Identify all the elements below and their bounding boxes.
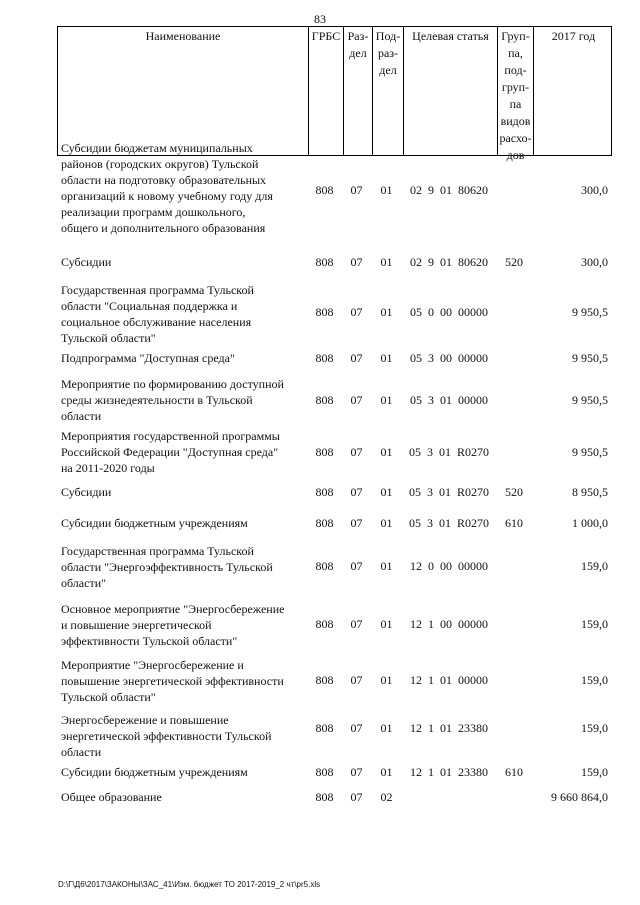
row-pr: 01 <box>380 516 393 530</box>
row-name-line: Мероприятия государственной программы <box>61 429 280 443</box>
row-amount: 9 660 864,0 <box>551 790 608 804</box>
row-name-line: районов (городских округов) Тульской <box>61 157 259 171</box>
row-amount: 1 000,0 <box>572 516 608 530</box>
row-cs: 12 1 01 23380 <box>410 721 488 735</box>
row-rz: 07 <box>350 721 363 735</box>
header-line: па, <box>508 46 523 60</box>
row-amount: 159,0 <box>581 617 608 631</box>
header-razdel <box>343 27 372 155</box>
row-name-line: Мероприятие по формированию доступной <box>61 377 284 391</box>
row-amount: 159,0 <box>581 673 608 687</box>
row-cs: 12 1 01 00000 <box>410 673 488 687</box>
row-amount: 9 950,5 <box>572 393 608 407</box>
row-rz: 07 <box>350 790 363 804</box>
row-name <box>61 515 307 531</box>
row-pr: 01 <box>380 765 393 779</box>
header-grbs: ГРБС <box>308 27 343 155</box>
row-pr: 01 <box>380 183 393 197</box>
row-name-line: Субсидии <box>61 255 112 269</box>
row-rz: 07 <box>350 485 363 499</box>
row-name-line: области на подготовку образовательных <box>61 173 267 187</box>
header-line: расхо- <box>499 131 532 145</box>
file-path-footer: D:\Г\Д6\2017\ЗАКОНЫ\ЗАС_41\Изм. бюджет ТО 2017-2019_2 чт\pr5.xls <box>58 880 321 889</box>
row-cs: 12 0 00 00000 <box>410 559 488 573</box>
header-target-article: Целевая статья <box>403 27 497 155</box>
row-name-line: реализации программ дошкольного, <box>61 205 246 219</box>
row-name <box>61 428 307 476</box>
row-name <box>61 484 307 500</box>
row-grbs: 808 <box>315 305 334 319</box>
row-name-line: организаций к новому учебному году для <box>61 189 273 203</box>
row-grbs: 808 <box>315 485 334 499</box>
row-name <box>61 601 307 649</box>
row-vr: 520 <box>505 255 523 269</box>
row-grbs: 808 <box>315 183 334 197</box>
row-name-line: области "Социальная поддержка и <box>61 299 238 313</box>
row-pr: 01 <box>380 255 393 269</box>
row-cs: 02 9 01 80620 <box>410 255 488 269</box>
row-name <box>61 712 307 760</box>
row-amount: 9 950,5 <box>572 445 608 459</box>
header-year: 2017 год <box>533 27 613 155</box>
row-grbs: 808 <box>315 765 334 779</box>
row-pr: 01 <box>380 445 393 459</box>
row-cs: 05 3 01 R0270 <box>408 445 489 459</box>
row-rz: 07 <box>350 673 363 687</box>
row-cs: 12 1 01 23380 <box>410 765 488 779</box>
row-name-line: Субсидии бюджетным учреждениям <box>61 516 248 530</box>
row-rz: 07 <box>350 765 363 779</box>
row-grbs: 808 <box>315 255 334 269</box>
header-line: па <box>509 97 522 111</box>
row-name-line: социальное обслуживание населения <box>61 315 252 329</box>
row-rz: 07 <box>350 393 363 407</box>
row-cs: 05 0 00 00000 <box>410 305 488 319</box>
header-line: под- <box>504 63 527 77</box>
table-header <box>57 26 612 162</box>
row-grbs: 808 <box>315 351 334 365</box>
row-cs: 05 3 01 R0270 <box>408 485 489 499</box>
row-amount: 159,0 <box>581 765 608 779</box>
row-name <box>61 789 307 805</box>
row-name-line: Российской Федерации "Доступная среда" <box>61 445 279 459</box>
header-line: Груп- <box>501 29 530 43</box>
row-name-line: Тульской области" <box>61 690 156 704</box>
row-name-line: Основное мероприятие "Энергосбережение <box>61 602 285 616</box>
row-vr: 520 <box>505 485 523 499</box>
row-grbs: 808 <box>315 617 334 631</box>
row-name-line: области" <box>61 576 107 590</box>
row-pr: 01 <box>380 305 393 319</box>
row-grbs: 808 <box>315 516 334 530</box>
row-grbs: 808 <box>315 393 334 407</box>
header-line: видов <box>500 114 531 128</box>
row-rz: 07 <box>350 305 363 319</box>
row-grbs: 808 <box>315 673 334 687</box>
row-name-line: Субсидии бюджетным учреждениям <box>61 765 248 779</box>
row-rz: 07 <box>350 183 363 197</box>
header-line: Раз- <box>347 29 369 43</box>
row-amount: 159,0 <box>581 721 608 735</box>
header-line: груп- <box>501 80 530 94</box>
row-rz: 07 <box>350 445 363 459</box>
row-name-line: на 2011-2020 годы <box>61 461 155 475</box>
header-expense-group <box>497 27 533 162</box>
row-grbs: 808 <box>315 559 334 573</box>
row-pr: 01 <box>380 721 393 735</box>
row-name <box>61 282 307 346</box>
row-amount: 300,0 <box>581 183 608 197</box>
row-amount: 9 950,5 <box>572 351 608 365</box>
row-grbs: 808 <box>315 445 334 459</box>
row-name-line: повышение энергетической эффективности <box>61 674 284 688</box>
row-name-line: эффективности Тульской области" <box>61 634 238 648</box>
row-cs: 02 9 01 80620 <box>410 183 488 197</box>
row-name <box>61 764 307 780</box>
row-name-line: области <box>61 409 102 423</box>
row-name-line: Тульской области" <box>61 331 156 345</box>
row-name-line: Энергосбережение и повышение <box>61 713 229 727</box>
row-rz: 07 <box>350 516 363 530</box>
row-grbs: 808 <box>315 790 334 804</box>
budget-table <box>57 26 612 804</box>
row-name <box>61 140 307 236</box>
header-name: Наименование <box>145 29 221 43</box>
row-vr: 610 <box>505 765 523 779</box>
row-name <box>61 543 307 591</box>
row-name-line: энергетической эффективности Тульской <box>61 729 272 743</box>
row-grbs: 808 <box>315 721 334 735</box>
row-pr: 02 <box>380 790 393 804</box>
row-name-line: Государственная программа Тульской <box>61 544 254 558</box>
row-name-line: области "Энергоэффективность Тульской <box>61 560 273 574</box>
row-pr: 01 <box>380 393 393 407</box>
row-rz: 07 <box>350 255 363 269</box>
header-line: Под- <box>375 29 401 43</box>
header-line: дел <box>379 63 397 77</box>
header-podrazdel <box>372 27 403 155</box>
row-name-line: Общее образование <box>61 790 162 804</box>
row-pr: 01 <box>380 351 393 365</box>
row-name <box>61 350 307 366</box>
header-line: дов <box>506 148 525 162</box>
row-name-line: Мероприятие "Энергосбережение и <box>61 658 244 672</box>
row-rz: 07 <box>350 617 363 631</box>
row-cs: 12 1 00 00000 <box>410 617 488 631</box>
row-name-line: Государственная программа Тульской <box>61 283 254 297</box>
row-rz: 07 <box>350 559 363 573</box>
row-pr: 01 <box>380 559 393 573</box>
row-name-line: Субсидии бюджетам муниципальных <box>61 141 253 155</box>
page-number: 83 <box>314 12 326 26</box>
header-line: раз- <box>377 46 399 60</box>
row-vr: 610 <box>505 516 523 530</box>
row-amount: 9 950,5 <box>572 305 608 319</box>
row-name <box>61 376 307 424</box>
row-amount: 8 950,5 <box>572 485 608 499</box>
row-name-line: общего и дополнительного образования <box>61 221 266 235</box>
row-name <box>61 657 307 705</box>
row-name <box>61 254 307 270</box>
row-cs: 05 3 01 R0270 <box>408 516 489 530</box>
row-amount: 300,0 <box>581 255 608 269</box>
row-name-line: области <box>61 745 102 759</box>
row-name-line: Подпрограмма "Доступная среда" <box>61 351 235 365</box>
row-rz: 07 <box>350 351 363 365</box>
row-name-line: среды жизнедеятельности в Тульской <box>61 393 253 407</box>
row-pr: 01 <box>380 485 393 499</box>
header-line: дел <box>349 46 367 60</box>
row-amount: 159,0 <box>581 559 608 573</box>
row-name-line: и повышение энергетической <box>61 618 212 632</box>
row-name-line: Субсидии <box>61 485 112 499</box>
row-cs: 05 3 01 00000 <box>410 393 488 407</box>
row-cs: 05 3 00 00000 <box>410 351 488 365</box>
row-pr: 01 <box>380 673 393 687</box>
row-pr: 01 <box>380 617 393 631</box>
